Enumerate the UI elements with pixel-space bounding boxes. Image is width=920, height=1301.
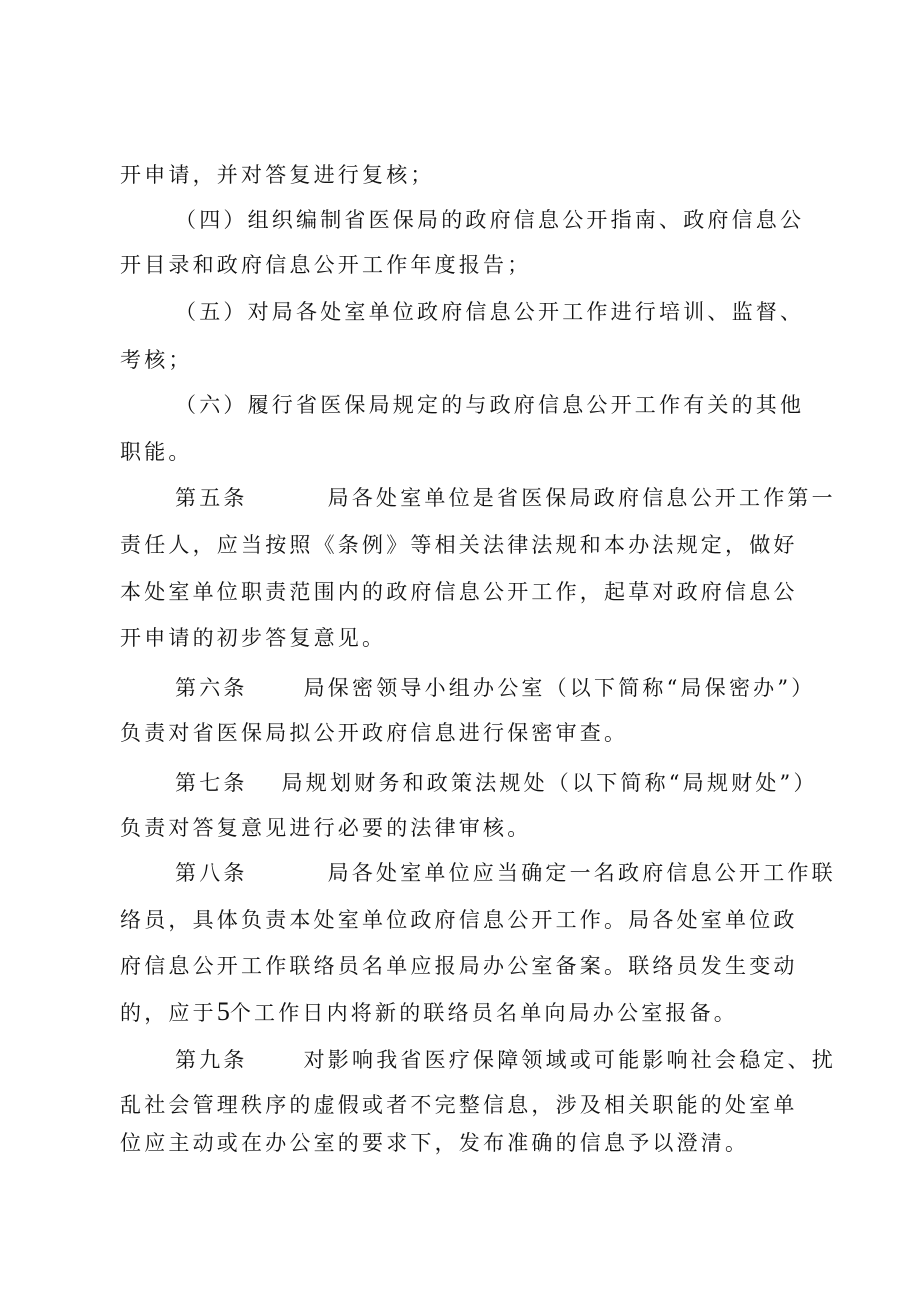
article-7-first-line bbox=[175, 768, 818, 798]
article-text: 局各处室单位应当确定一名政府信息公开工作联 bbox=[327, 861, 836, 885]
text-line: 考核； bbox=[120, 348, 193, 372]
article-label: 第七条 bbox=[175, 771, 248, 795]
article-label: 第六条 bbox=[175, 676, 248, 700]
article-text: 对影响我省医疗保障领域或可能影响社会稳定、扰 bbox=[303, 1048, 837, 1072]
article-5-line: 责任人，应当按照《条例》等相关法律法规和本办法规定，做好 bbox=[120, 533, 798, 557]
text-line: 开目录和政府信息公开工作年度报告； bbox=[120, 253, 532, 277]
text-segment: 的，应于 bbox=[120, 1001, 217, 1025]
article-7-line: 负责对答复意见进行必要的法律审核。 bbox=[120, 816, 532, 840]
article-text: 局各处室单位是省医保局政府信息公开工作第一 bbox=[327, 486, 836, 510]
days-number: 5 bbox=[216, 997, 230, 1026]
text-line: 职能。 bbox=[120, 440, 193, 464]
article-label: 第九条 bbox=[175, 1048, 248, 1072]
article-5-line: 开申请的初步答复意见。 bbox=[120, 626, 387, 650]
text-segment: 个工作日内将新的联络员名单向局办公室报备。 bbox=[229, 1001, 739, 1025]
article-label: 第八条 bbox=[175, 861, 248, 885]
article-text: 局保密领导小组办公室（以下简称“局保密办”） bbox=[303, 676, 816, 700]
article-5-first-line bbox=[175, 483, 836, 513]
sub-item-5: （五）对局各处室单位政府信息公开工作进行培训、监督、 bbox=[175, 300, 805, 324]
article-text: 局规划财务和政策法规处（以下简称“局规财处”） bbox=[281, 771, 818, 795]
article-label: 第五条 bbox=[175, 486, 248, 510]
article-6-line: 负责对省医保局拟公开政府信息进行保密审查。 bbox=[120, 721, 629, 745]
article-8-first-line bbox=[175, 858, 836, 888]
article-9-first-line bbox=[175, 1045, 836, 1075]
article-8-line: 络员，具体负责本处室单位政府信息公开工作。局各处室单位政 bbox=[120, 908, 798, 932]
article-5-line: 本处室单位职责范围内的政府信息公开工作，起草对政府信息公 bbox=[120, 580, 798, 604]
article-8-last-line bbox=[120, 997, 738, 1027]
article-9-line: 位应主动或在办公室的要求下，发布准确的信息予以澄清。 bbox=[120, 1131, 750, 1155]
text-line: 开申请，并对答复进行复核； bbox=[120, 163, 435, 187]
sub-item-6: （六）履行省医保局规定的与政府信息公开工作有关的其他 bbox=[175, 393, 805, 417]
article-6-first-line bbox=[175, 673, 815, 703]
sub-item-4: （四）组织编制省医保局的政府信息公开指南、政府信息公 bbox=[175, 208, 805, 232]
article-9-line: 乱社会管理秩序的虚假或者不完整信息，涉及相关职能的处室单 bbox=[120, 1093, 798, 1117]
article-8-line: 府信息公开工作联络员名单应报局办公室备案。联络员发生变动 bbox=[120, 954, 798, 978]
